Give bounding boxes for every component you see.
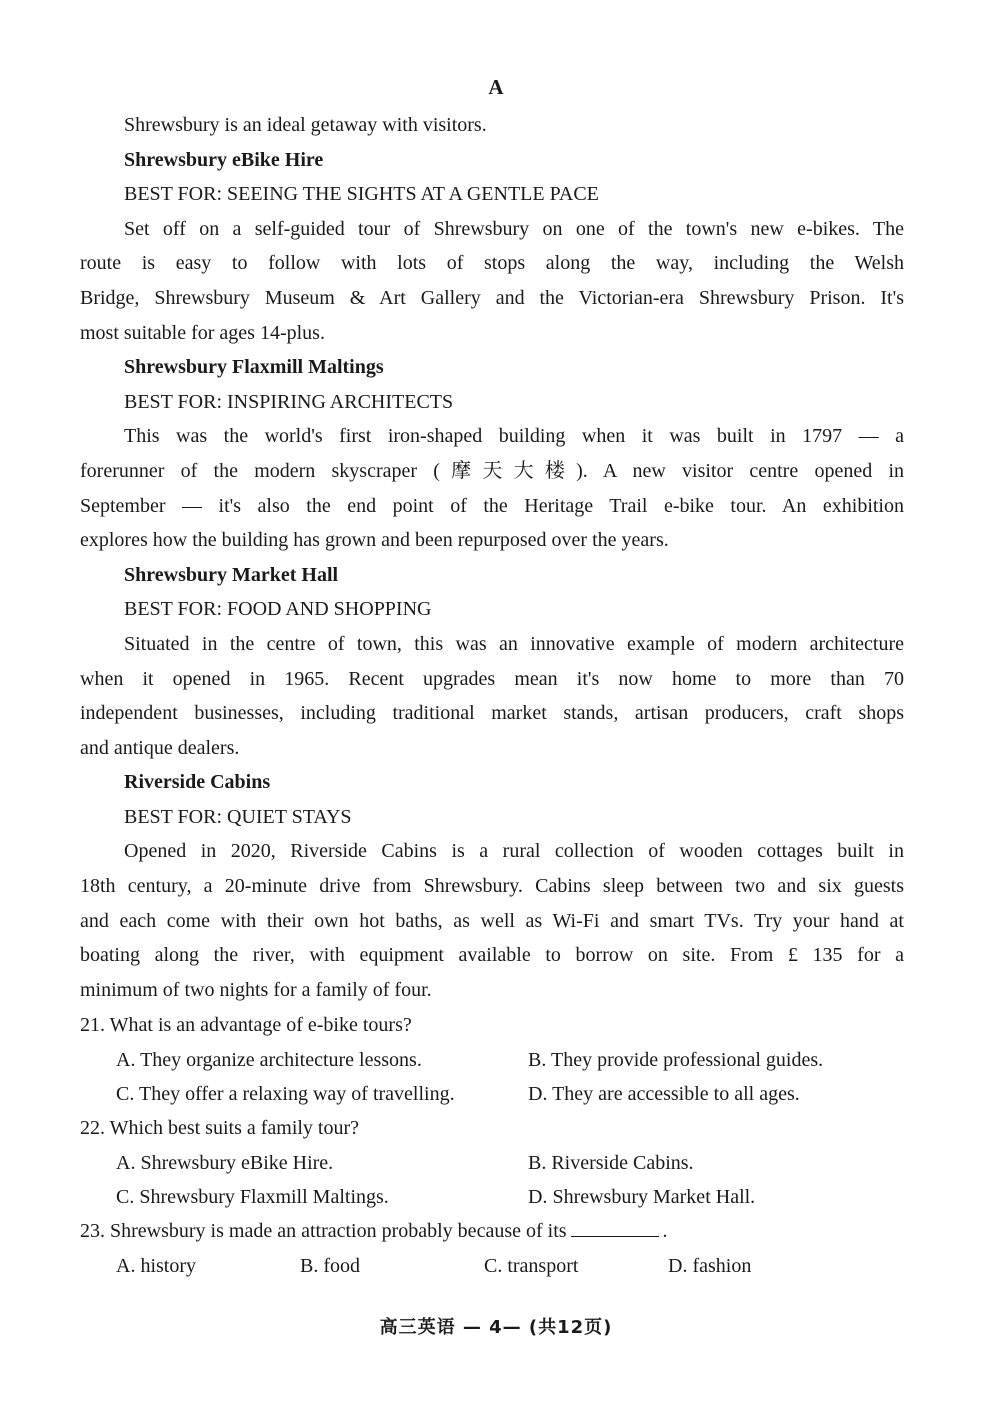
options-row [80, 1180, 904, 1215]
option-d[interactable]: D. They are accessible to all ages. [528, 1083, 800, 1106]
option-d[interactable]: D. fashion [668, 1254, 752, 1277]
option-c[interactable]: C. They offer a relaxing way of travelling. [116, 1083, 455, 1106]
question-stem [80, 1214, 904, 1249]
paragraph-line: and antique dealers. [80, 736, 240, 759]
option-b[interactable]: B. Riverside Cabins. [528, 1151, 694, 1174]
option-a[interactable]: A. They organize architecture lessons. [116, 1048, 422, 1071]
venue-best-for: BEST FOR: SEEING THE SIGHTS AT A GENTLE PACE [124, 183, 599, 206]
paragraph-line: 18th century, a 20-minute drive from Shrewsbury. Cabins sleep between two and six guests [80, 875, 904, 898]
venue-name: Shrewsbury Market Hall [124, 563, 339, 586]
answer-blank[interactable] [571, 1218, 659, 1237]
paragraph-line: forerunner of the modern skyscraper (摩天大楼). A new visitor centre opened in [80, 459, 904, 482]
page-footer: 高三英语 — 4— (共12页) [379, 1317, 613, 1338]
option-a[interactable]: A. history [116, 1254, 196, 1277]
paragraph-line: and each come with their own hot baths, as well as Wi-Fi and smart TVs. Try your hand at [80, 909, 904, 932]
question-22 [80, 1111, 904, 1215]
option-c[interactable]: C. Shrewsbury Flaxmill Maltings. [116, 1186, 389, 1209]
passage-intro: Shrewsbury is an ideal getaway with visitors. [124, 114, 487, 136]
venue-name: Shrewsbury eBike Hire [124, 148, 324, 171]
paragraph-line: Opened in 2020, Riverside Cabins is a rural collection of wooden cottages built in [124, 840, 904, 863]
question-stem-end: . [662, 1220, 668, 1242]
paragraph-line: boating along the river, with equipment available to borrow on site. From £ 135 for a [80, 944, 904, 967]
option-b[interactable]: B. food [300, 1254, 360, 1277]
paragraph-line: September — it's also the end point of the Heritage Trail e-bike tour. An exhibition [80, 494, 904, 517]
question-21 [80, 1008, 904, 1112]
option-c[interactable]: C. transport [484, 1254, 579, 1277]
options-row [80, 1146, 904, 1181]
options-row [80, 1077, 904, 1112]
paragraph-line: most suitable for ages 14-plus. [80, 321, 325, 344]
paragraph-line: Set off on a self-guided tour of Shrewsbury on one of the town's new e-bikes. The [124, 217, 904, 240]
question-23 [80, 1214, 904, 1283]
question-stem: 22. Which best suits a family tour? [80, 1117, 360, 1139]
paragraph-line: Bridge, Shrewsbury Museum & Art Gallery and the Victorian-era Shrewsbury Prison. It's [80, 286, 904, 309]
paragraph-line: This was the world's first iron-shaped building when it was built in 1797 — a [124, 425, 904, 448]
paragraph-line: independent businesses, including traditional market stands, artisan producers, craft shops [80, 702, 904, 725]
question-stem: 21. What is an advantage of e-bike tours? [80, 1014, 412, 1036]
question-stem-text: 23. Shrewsbury is made an attraction probably because of its [80, 1220, 567, 1242]
options-row [80, 1249, 904, 1284]
options-row [80, 1043, 904, 1078]
paragraph-line: when it opened in 1965. Recent upgrades mean it's now home to more than 70 [80, 667, 904, 690]
reading-passage [80, 108, 904, 1007]
paragraph-line: Situated in the centre of town, this was an innovative example of modern architecture [124, 632, 904, 655]
venue-name: Riverside Cabins [124, 771, 271, 794]
option-a[interactable]: A. Shrewsbury eBike Hire. [116, 1151, 334, 1174]
paragraph-line: route is easy to follow with lots of stops along the way, including the Welsh [80, 252, 904, 275]
paragraph-line: minimum of two nights for a family of four. [80, 978, 432, 1001]
option-d[interactable]: D. Shrewsbury Market Hall. [528, 1186, 756, 1209]
option-b[interactable]: B. They provide professional guides. [528, 1048, 824, 1071]
venue-best-for: BEST FOR: FOOD AND SHOPPING [124, 598, 432, 621]
section-letter: A [488, 75, 504, 99]
venue-best-for: BEST FOR: INSPIRING ARCHITECTS [124, 390, 454, 413]
paragraph-line: explores how the building has grown and been repurposed over the years. [80, 529, 669, 552]
venue-best-for: BEST FOR: QUIET STAYS [124, 805, 352, 828]
venue-name: Shrewsbury Flaxmill Maltings [124, 356, 384, 379]
